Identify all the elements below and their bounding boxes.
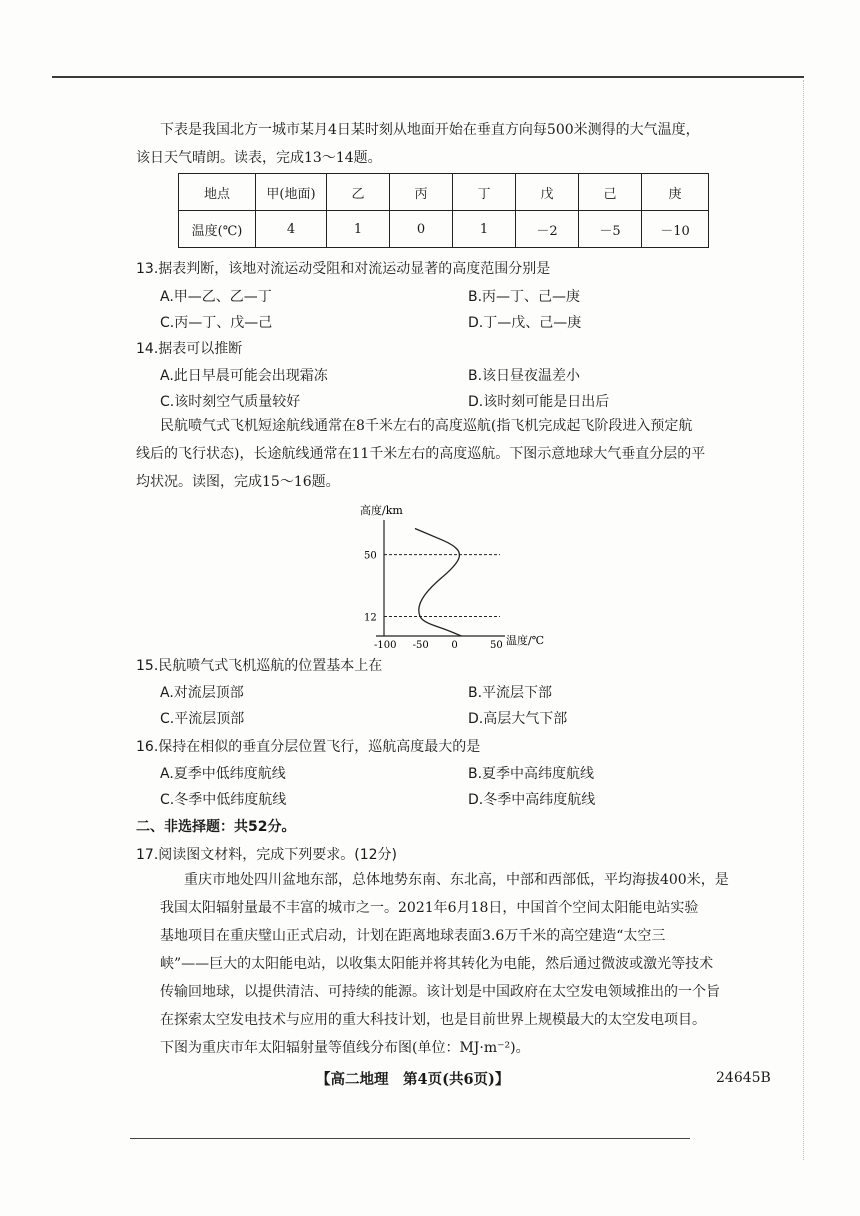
q15-option-d: D.高层大气下部 — [468, 711, 568, 727]
table-cell: －5 — [579, 211, 642, 248]
q14-option-d: D.该时刻可能是日出后 — [468, 394, 610, 410]
chart-x-axis-label: 温度/℃ — [506, 634, 545, 647]
table-cell: 1 — [327, 211, 390, 248]
table-cell: 1 — [453, 211, 516, 248]
q17-line: 峡”——巨大的太阳能电站，以收集太阳能并将其转化为电能，然后通过微波或激光等技术 — [160, 956, 714, 972]
chart-y-axis-label: 高度/km — [360, 504, 403, 517]
table-header-cell: 乙 — [327, 174, 390, 211]
q16-option-a: A.夏季中低纬度航线 — [160, 766, 286, 782]
intro1-line1: 下表是我国北方一城市某月4日某时刻从地面开始在垂直方向每500米测得的大气温度， — [160, 122, 700, 138]
q17-line: 在探索太空发电技术与应用的重大科技计划，也是目前世界上规模最大的太空发电项目。 — [160, 1012, 706, 1028]
q16-option-c: C.冬季中低纬度航线 — [160, 792, 287, 808]
top-rule — [52, 76, 804, 78]
x-tick-label: -50 — [412, 640, 429, 651]
q13-option-b: B.丙—丁、己—庚 — [468, 289, 581, 305]
q17-line: 重庆市地处四川盆地东部，总体地势东南、东北高，中部和西部低，平均海拔400米，是 — [184, 872, 729, 888]
q15-option-b: B.平流层下部 — [468, 685, 553, 701]
table-header-cell: 丙 — [390, 174, 453, 211]
table-header-cell: 地点 — [179, 174, 256, 211]
table-cell: 0 — [390, 211, 453, 248]
q14-stem: 14.据表可以推断 — [136, 341, 243, 357]
table-header-cell: 丁 — [453, 174, 516, 211]
q14-option-a: A.此日早晨可能会出现霜冻 — [160, 368, 328, 384]
intro1-line2: 该日天气晴朗。读表，完成13～14题。 — [136, 150, 382, 166]
q16-stem: 16.保持在相似的垂直分层位置飞行，巡航高度最大的是 — [136, 739, 481, 755]
temperature-table — [178, 173, 709, 248]
x-tick-label: 0 — [451, 640, 458, 651]
q16-option-d: D.冬季中高纬度航线 — [468, 792, 596, 808]
table-cell: －10 — [642, 211, 709, 248]
table-header-cell: 庚 — [642, 174, 709, 211]
q13-option-d: D.丁—戊、己—庚 — [468, 315, 582, 331]
x-tick-label: -100 — [374, 640, 397, 651]
table-header-cell: 己 — [579, 174, 642, 211]
table-header-cell: 甲(地面) — [256, 174, 327, 211]
section-heading: 二、非选择题：共52分。 — [136, 819, 296, 835]
q15-option-c: C.平流层顶部 — [160, 711, 245, 727]
q17-line: 下图为重庆市年太阳辐射量等值线分布图(单位：MJ·m⁻²)。 — [160, 1040, 530, 1056]
bottom-rule — [130, 1138, 690, 1139]
x-tick-label: 50 — [490, 640, 503, 651]
intro2-line1: 民航喷气式飞机短途航线通常在8千米左右的高度巡航(指飞机完成起飞阶段进入预定航 — [160, 418, 693, 434]
table-cell: 4 — [256, 211, 327, 248]
q15-stem: 15.民航喷气式飞机巡航的位置基本上在 — [136, 658, 383, 674]
q17-line: 我国太阳辐射量最不丰富的城市之一。2021年6月18日，中国首个空间太阳能电站实验 — [160, 900, 699, 916]
y-tick-label: 50 — [364, 550, 377, 562]
paper-code: 24645B — [716, 1070, 771, 1086]
table-header-row — [179, 174, 709, 211]
q14-option-b: B.该日昼夜温差小 — [468, 368, 581, 384]
q14-option-c: C.该时刻空气质量较好 — [160, 394, 301, 410]
atmosphere-temperature-chart — [340, 496, 545, 656]
table-cell: －2 — [516, 211, 579, 248]
q16-option-b: B.夏季中高纬度航线 — [468, 766, 595, 782]
table-header-cell: 戊 — [516, 174, 579, 211]
intro2-line2: 线后的飞行状态)，长途航线通常在11千米左右的高度巡航。下图示意地球大气垂直分层的平 — [136, 446, 706, 462]
q13-stem: 13.据表判断，该地对流运动受阻和对流运动显著的高度范围分别是 — [136, 261, 551, 277]
page-footer: 【高二地理 第4页(共6页)】 — [316, 1071, 510, 1088]
q17-line: 基地项目在重庆璧山正式启动，计划在距离地球表面3.6万千米的高空建造“太空三 — [160, 928, 666, 944]
q13-option-c: C.丙—丁、戊—己 — [160, 315, 273, 331]
q17-stem: 17.阅读图文材料，完成下列要求。(12分) — [136, 847, 398, 863]
q13-option-a: A.甲—乙、乙—丁 — [160, 289, 272, 305]
table-row — [179, 211, 709, 248]
temperature-curve-0 — [415, 529, 461, 636]
q15-option-a: A.对流层顶部 — [160, 685, 244, 701]
intro2-line3: 均状况。读图，完成15～16题。 — [136, 474, 340, 490]
q17-line: 传输回地球，以提供清洁、可持续的能源。该计划是中国政府在太空发电领域推出的一个旨 — [160, 984, 720, 1000]
y-tick-label: 12 — [364, 612, 377, 624]
page-edge — [803, 80, 805, 1160]
table-cell: 温度(℃) — [179, 211, 256, 248]
